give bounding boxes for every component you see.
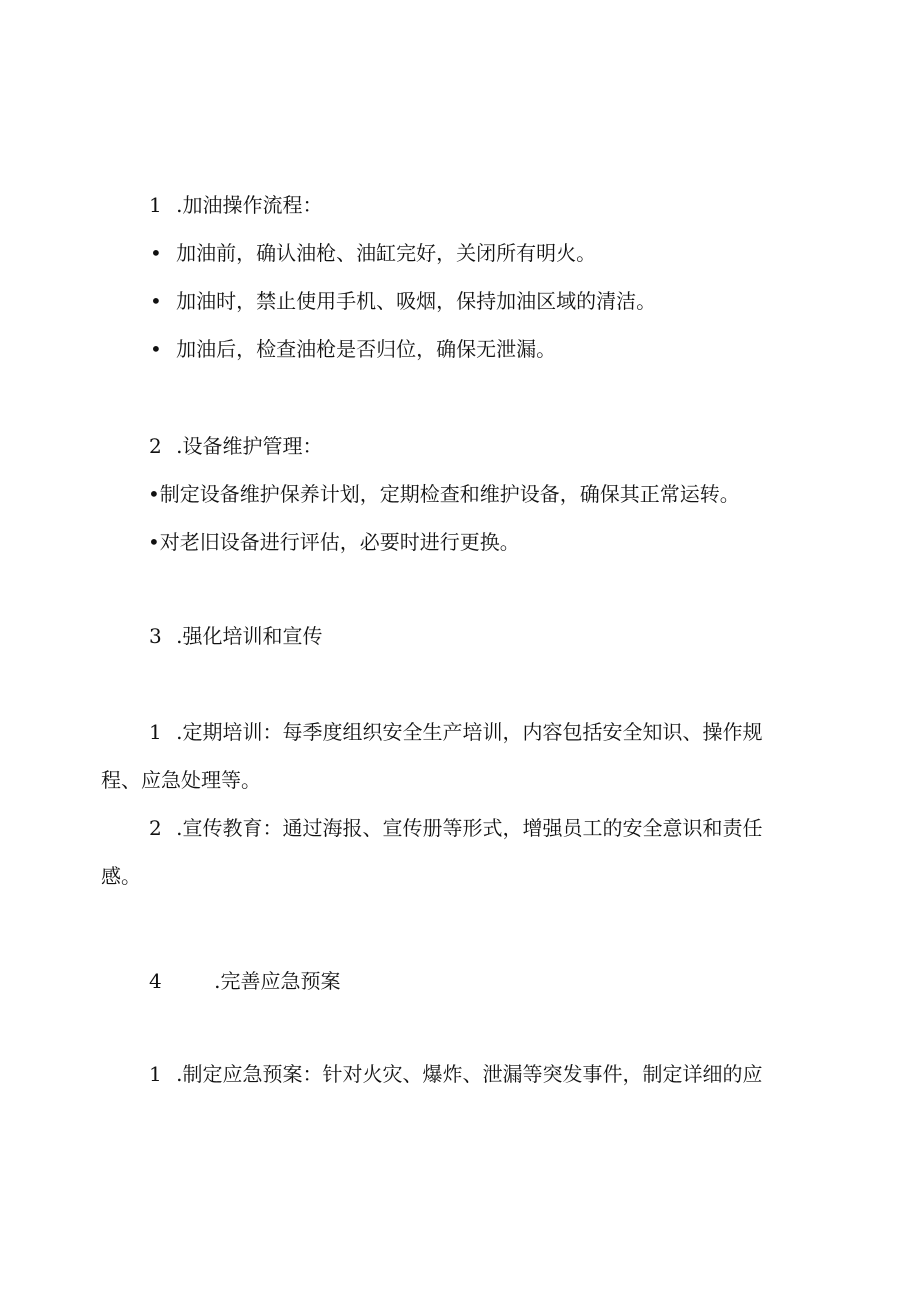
section3-item-1-line-2 <box>101 770 261 790</box>
section1-bullet-1 <box>150 243 596 263</box>
section2-bullet-2-text: •对老旧设备进行评估，必要时进行更换。 <box>148 530 520 554</box>
section4-title: .完善应急预案 <box>214 969 341 993</box>
section1-bullet-1-text: 加油前，确认油枪、油缸完好，关闭所有明火。 <box>176 241 597 265</box>
section3-item-2-continuation: 感。 <box>101 864 141 888</box>
section2-number: 2 <box>149 434 162 458</box>
section1-number: 1 <box>149 193 162 217</box>
section3-item-1-continuation: 程、应急处理等。 <box>101 768 261 792</box>
section4-item-1-number: 1 <box>149 1062 162 1086</box>
section3-number: 3 <box>149 624 162 648</box>
section3-item-1-text: .定期培训：每季度组织安全生产培训，内容包括安全知识、操作规 <box>176 720 763 744</box>
section3-heading <box>149 626 322 646</box>
section2-heading <box>149 436 322 456</box>
section4-number: 4 <box>149 969 162 993</box>
section2-bullet-1-text: •制定设备维护保养计划，定期检查和维护设备，确保其正常运转。 <box>148 482 740 506</box>
section4-item-1-line-1 <box>149 1064 762 1084</box>
section1-bullet-2 <box>150 291 656 311</box>
section3-item-2-line-1 <box>149 818 762 838</box>
section1-bullet-3 <box>150 339 556 359</box>
section1-bullet-2-text: 加油时，禁止使用手机、吸烟，保持加油区域的清洁。 <box>176 289 657 313</box>
section1-title: .加油操作流程： <box>176 193 323 217</box>
section3-item-1-line-1 <box>149 722 762 742</box>
section3-title: .强化培训和宣传 <box>176 624 323 648</box>
section3-item-2-number: 2 <box>149 816 162 840</box>
bullet-icon: • <box>150 337 162 361</box>
section2-bullet-1 <box>148 484 740 504</box>
section1-bullet-3-text: 加油后，检查油枪是否归位，确保无泄漏。 <box>176 337 557 361</box>
bullet-icon: • <box>150 241 162 265</box>
section3-item-2-text: .宣传教育：通过海报、宣传册等形式，增强员工的安全意识和责任 <box>176 816 763 840</box>
section1-heading <box>149 195 322 215</box>
section3-item-1-number: 1 <box>149 720 162 744</box>
section2-title: .设备维护管理： <box>176 434 323 458</box>
bullet-icon: • <box>150 289 162 313</box>
section2-bullet-2 <box>148 532 520 552</box>
section4-item-1-text: .制定应急预案：针对火灾、爆炸、泄漏等突发事件，制定详细的应 <box>176 1062 763 1086</box>
section4-heading <box>149 971 340 991</box>
section3-item-2-line-2 <box>101 866 141 886</box>
